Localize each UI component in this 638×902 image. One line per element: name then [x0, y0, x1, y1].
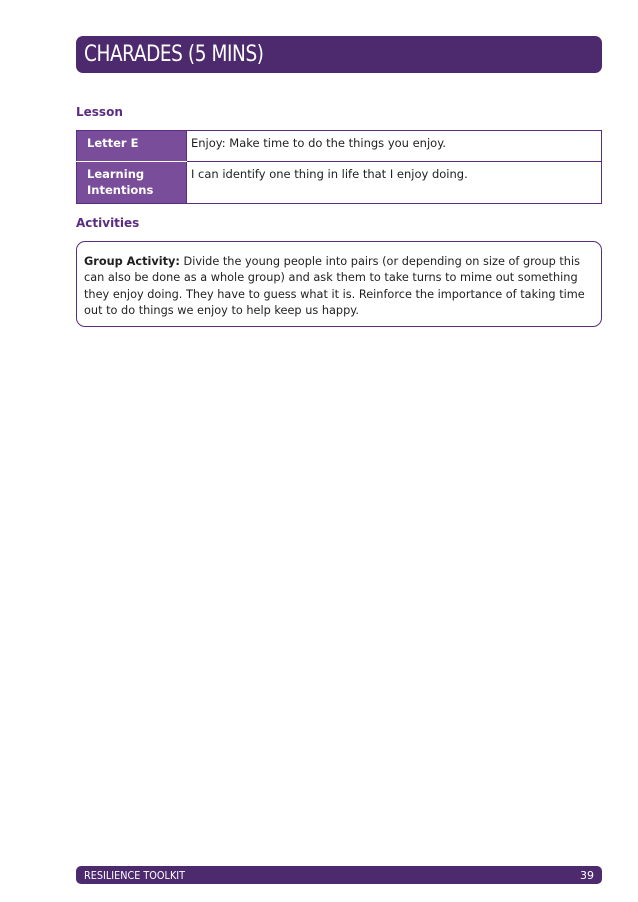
lesson-heading: Lesson: [76, 105, 123, 119]
learning-intentions-label: Learning Intentions: [77, 162, 187, 204]
letter-label: Letter E: [77, 131, 187, 162]
group-activity-box: [76, 241, 602, 327]
group-activity-label: Group Activity:: [84, 255, 180, 268]
footer-title: RESILIENCE TOOLKIT: [84, 868, 186, 882]
activities-heading: Activities: [76, 216, 140, 230]
group-activity-text: Divide the young people into pairs (or depending on size of group this can also be done as a whole group) and ask them to take turns to mime out something they enjoy doing. They have to guess what it is. Reinforce the importance of taking time out to do things we enjoy to help keep us happy.: [84, 255, 585, 317]
title-banner: [76, 36, 602, 73]
footer-bar: [76, 866, 602, 884]
learning-intentions-value: I can identify one thing in life that I enjoy doing.: [191, 167, 468, 181]
letter-value: Enjoy: Make time to do the things you enjoy.: [187, 131, 602, 162]
table-row: [77, 162, 602, 204]
page-number: 39: [580, 868, 594, 882]
lesson-table: [76, 130, 602, 204]
table-row: [77, 131, 602, 162]
page-title: CHARADES (5 MINS): [84, 42, 264, 67]
